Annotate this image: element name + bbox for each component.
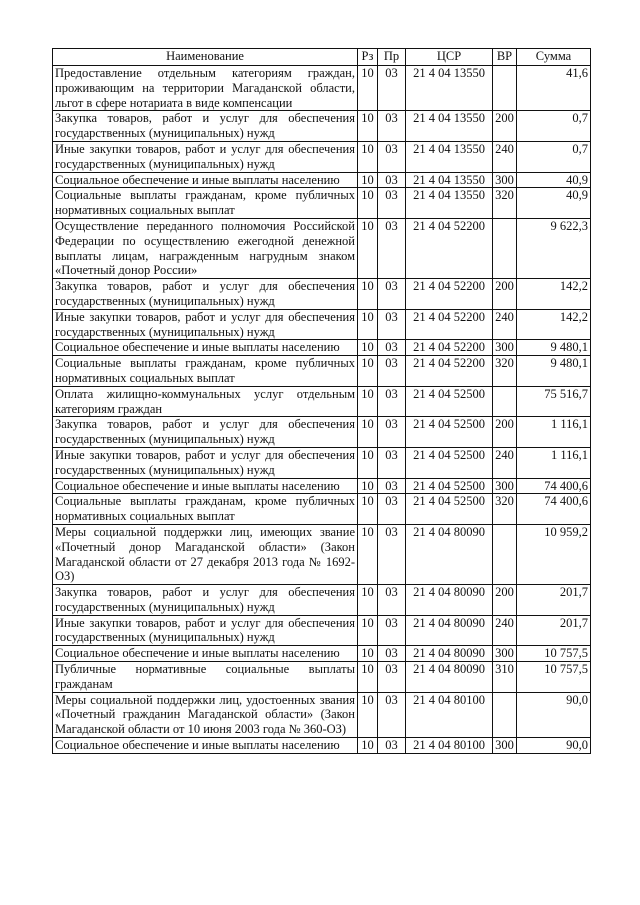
- row-name: Социальное обеспечение и иные выплаты населению: [53, 340, 358, 356]
- row-name: Иные закупки товаров, работ и услуг для обеспечения государственных (муниципальных) нужд: [53, 615, 358, 646]
- row-sum: 40,9: [517, 172, 591, 188]
- row-rz: 10: [358, 279, 378, 310]
- row-pr: 03: [378, 340, 406, 356]
- row-vr: 300: [493, 478, 517, 494]
- row-csr: 21 4 04 52500: [406, 417, 493, 448]
- row-rz: 10: [358, 585, 378, 616]
- row-name: Социальное обеспечение и иные выплаты населению: [53, 738, 358, 754]
- row-pr: 03: [378, 738, 406, 754]
- row-sum: 9 480,1: [517, 340, 591, 356]
- row-pr: 03: [378, 172, 406, 188]
- row-pr: 03: [378, 585, 406, 616]
- row-rz: 10: [358, 494, 378, 525]
- row-sum: 10 959,2: [517, 524, 591, 584]
- row-vr: [493, 218, 517, 278]
- table-row: [53, 340, 591, 356]
- table-row: [53, 386, 591, 417]
- row-sum: 40,9: [517, 188, 591, 219]
- row-name: Закупка товаров, работ и услуг для обеспечения государственных (муниципальных) нужд: [53, 111, 358, 142]
- row-csr: 21 4 04 52200: [406, 279, 493, 310]
- row-rz: 10: [358, 188, 378, 219]
- row-csr: 21 4 04 80090: [406, 646, 493, 662]
- row-name: Социальные выплаты гражданам, кроме публичных нормативных социальных выплат: [53, 356, 358, 387]
- row-rz: 10: [358, 646, 378, 662]
- row-sum: 0,7: [517, 111, 591, 142]
- table-row: [53, 738, 591, 754]
- row-rz: 10: [358, 141, 378, 172]
- row-name: Осуществление переданного полномочия Российской Федерации по осуществлению ежегодной денежной выплаты лицам, награжденным нагрудным знаком «Почетный донор России»: [53, 218, 358, 278]
- row-csr: 21 4 04 52500: [406, 386, 493, 417]
- row-name: Социальное обеспечение и иные выплаты населению: [53, 646, 358, 662]
- table-row: [53, 478, 591, 494]
- header-vr: ВР: [493, 49, 517, 66]
- row-pr: 03: [378, 279, 406, 310]
- row-pr: 03: [378, 615, 406, 646]
- table-row: [53, 66, 591, 111]
- row-pr: 03: [378, 218, 406, 278]
- table-row: [53, 356, 591, 387]
- table-row: [53, 692, 591, 737]
- row-sum: 9 480,1: [517, 356, 591, 387]
- row-pr: 03: [378, 494, 406, 525]
- row-csr: 21 4 04 13550: [406, 66, 493, 111]
- table-row: [53, 188, 591, 219]
- row-rz: 10: [358, 340, 378, 356]
- row-csr: 21 4 04 13550: [406, 111, 493, 142]
- row-csr: 21 4 04 80100: [406, 692, 493, 737]
- table-row: [53, 417, 591, 448]
- row-vr: [493, 692, 517, 737]
- row-sum: 1 116,1: [517, 447, 591, 478]
- row-sum: 201,7: [517, 615, 591, 646]
- row-csr: 21 4 04 52200: [406, 340, 493, 356]
- table-row: [53, 494, 591, 525]
- row-csr: 21 4 04 52500: [406, 447, 493, 478]
- row-pr: 03: [378, 447, 406, 478]
- row-pr: 03: [378, 141, 406, 172]
- row-csr: 21 4 04 52500: [406, 494, 493, 525]
- row-rz: 10: [358, 218, 378, 278]
- row-csr: 21 4 04 52200: [406, 356, 493, 387]
- table-row: [53, 646, 591, 662]
- table-row: [53, 447, 591, 478]
- row-csr: 21 4 04 80090: [406, 524, 493, 584]
- row-csr: 21 4 04 13550: [406, 172, 493, 188]
- row-sum: 10 757,5: [517, 646, 591, 662]
- row-pr: 03: [378, 309, 406, 340]
- row-pr: 03: [378, 188, 406, 219]
- row-vr: [493, 386, 517, 417]
- row-sum: 9 622,3: [517, 218, 591, 278]
- row-rz: 10: [358, 738, 378, 754]
- row-rz: 10: [358, 386, 378, 417]
- row-vr: 240: [493, 615, 517, 646]
- row-sum: 90,0: [517, 692, 591, 737]
- row-name: Закупка товаров, работ и услуг для обеспечения государственных (муниципальных) нужд: [53, 585, 358, 616]
- row-sum: 90,0: [517, 738, 591, 754]
- row-name: Иные закупки товаров, работ и услуг для обеспечения государственных (муниципальных) нужд: [53, 309, 358, 340]
- row-name: Социальное обеспечение и иные выплаты населению: [53, 478, 358, 494]
- row-vr: 300: [493, 172, 517, 188]
- row-pr: 03: [378, 478, 406, 494]
- row-rz: 10: [358, 356, 378, 387]
- row-sum: 142,2: [517, 279, 591, 310]
- row-vr: 300: [493, 340, 517, 356]
- table-row: [53, 585, 591, 616]
- row-vr: 310: [493, 662, 517, 693]
- row-sum: 201,7: [517, 585, 591, 616]
- row-sum: 74 400,6: [517, 494, 591, 525]
- row-rz: 10: [358, 111, 378, 142]
- row-vr: [493, 524, 517, 584]
- table-row: [53, 141, 591, 172]
- row-name: Предоставление отдельным категориям граждан, проживающим на территории Магаданской области, льгот в сфере нотариата в виде компенсации: [53, 66, 358, 111]
- table-row: [53, 309, 591, 340]
- table-row: [53, 218, 591, 278]
- row-sum: 41,6: [517, 66, 591, 111]
- row-csr: 21 4 04 52500: [406, 478, 493, 494]
- row-vr: 200: [493, 279, 517, 310]
- row-rz: 10: [358, 66, 378, 111]
- row-sum: 75 516,7: [517, 386, 591, 417]
- row-csr: 21 4 04 52200: [406, 218, 493, 278]
- row-vr: 320: [493, 188, 517, 219]
- header-row: [53, 49, 591, 66]
- row-vr: 300: [493, 738, 517, 754]
- row-name: Оплата жилищно-коммунальных услуг отдельным категориям граждан: [53, 386, 358, 417]
- row-csr: 21 4 04 13550: [406, 188, 493, 219]
- row-rz: 10: [358, 615, 378, 646]
- row-vr: 240: [493, 447, 517, 478]
- row-name: Социальные выплаты гражданам, кроме публичных нормативных социальных выплат: [53, 188, 358, 219]
- table-row: [53, 524, 591, 584]
- row-csr: 21 4 04 80090: [406, 615, 493, 646]
- header-sum: Сумма: [517, 49, 591, 66]
- table-row: [53, 662, 591, 693]
- row-vr: 320: [493, 356, 517, 387]
- row-pr: 03: [378, 524, 406, 584]
- row-pr: 03: [378, 692, 406, 737]
- row-sum: 1 116,1: [517, 417, 591, 448]
- row-vr: 320: [493, 494, 517, 525]
- row-rz: 10: [358, 478, 378, 494]
- row-pr: 03: [378, 646, 406, 662]
- row-name: Иные закупки товаров, работ и услуг для обеспечения государственных (муниципальных) нужд: [53, 141, 358, 172]
- row-pr: 03: [378, 386, 406, 417]
- row-sum: 74 400,6: [517, 478, 591, 494]
- table-row: [53, 172, 591, 188]
- table-row: [53, 615, 591, 646]
- row-name: Закупка товаров, работ и услуг для обеспечения государственных (муниципальных) нужд: [53, 417, 358, 448]
- budget-table: [52, 48, 591, 754]
- row-rz: 10: [358, 417, 378, 448]
- row-pr: 03: [378, 356, 406, 387]
- row-vr: 240: [493, 141, 517, 172]
- document-page: [52, 48, 591, 754]
- row-name: Меры социальной поддержки лиц, имеющих звание «Почетный донор Магаданской области» (Закон Магаданской области от 27 декабря 2013 года № 1692-ОЗ): [53, 524, 358, 584]
- header-csr: ЦСР: [406, 49, 493, 66]
- row-vr: 200: [493, 585, 517, 616]
- row-name: Социальное обеспечение и иные выплаты населению: [53, 172, 358, 188]
- row-name: Закупка товаров, работ и услуг для обеспечения государственных (муниципальных) нужд: [53, 279, 358, 310]
- header-pr: Пр: [378, 49, 406, 66]
- table-body: [53, 66, 591, 754]
- table-row: [53, 279, 591, 310]
- row-rz: 10: [358, 692, 378, 737]
- row-pr: 03: [378, 662, 406, 693]
- row-vr: 200: [493, 417, 517, 448]
- row-rz: 10: [358, 447, 378, 478]
- header-rz: Рз: [358, 49, 378, 66]
- row-rz: 10: [358, 309, 378, 340]
- row-pr: 03: [378, 66, 406, 111]
- table-header: [53, 49, 591, 66]
- row-csr: 21 4 04 13550: [406, 141, 493, 172]
- row-name: Публичные нормативные социальные выплаты гражданам: [53, 662, 358, 693]
- row-rz: 10: [358, 172, 378, 188]
- row-csr: 21 4 04 52200: [406, 309, 493, 340]
- row-sum: 142,2: [517, 309, 591, 340]
- row-vr: [493, 66, 517, 111]
- row-sum: 10 757,5: [517, 662, 591, 693]
- table-row: [53, 111, 591, 142]
- row-vr: 240: [493, 309, 517, 340]
- row-csr: 21 4 04 80090: [406, 662, 493, 693]
- row-csr: 21 4 04 80100: [406, 738, 493, 754]
- header-name: Наименование: [53, 49, 358, 66]
- row-rz: 10: [358, 524, 378, 584]
- row-vr: 200: [493, 111, 517, 142]
- row-pr: 03: [378, 111, 406, 142]
- row-pr: 03: [378, 417, 406, 448]
- row-sum: 0,7: [517, 141, 591, 172]
- row-vr: 300: [493, 646, 517, 662]
- row-csr: 21 4 04 80090: [406, 585, 493, 616]
- row-rz: 10: [358, 662, 378, 693]
- row-name: Меры социальной поддержки лиц, удостоенных звания «Почетный гражданин Магаданской области» (Закон Магаданской области от 10 июня 2003 года № 360-ОЗ): [53, 692, 358, 737]
- row-name: Иные закупки товаров, работ и услуг для обеспечения государственных (муниципальных) нужд: [53, 447, 358, 478]
- row-name: Социальные выплаты гражданам, кроме публичных нормативных социальных выплат: [53, 494, 358, 525]
